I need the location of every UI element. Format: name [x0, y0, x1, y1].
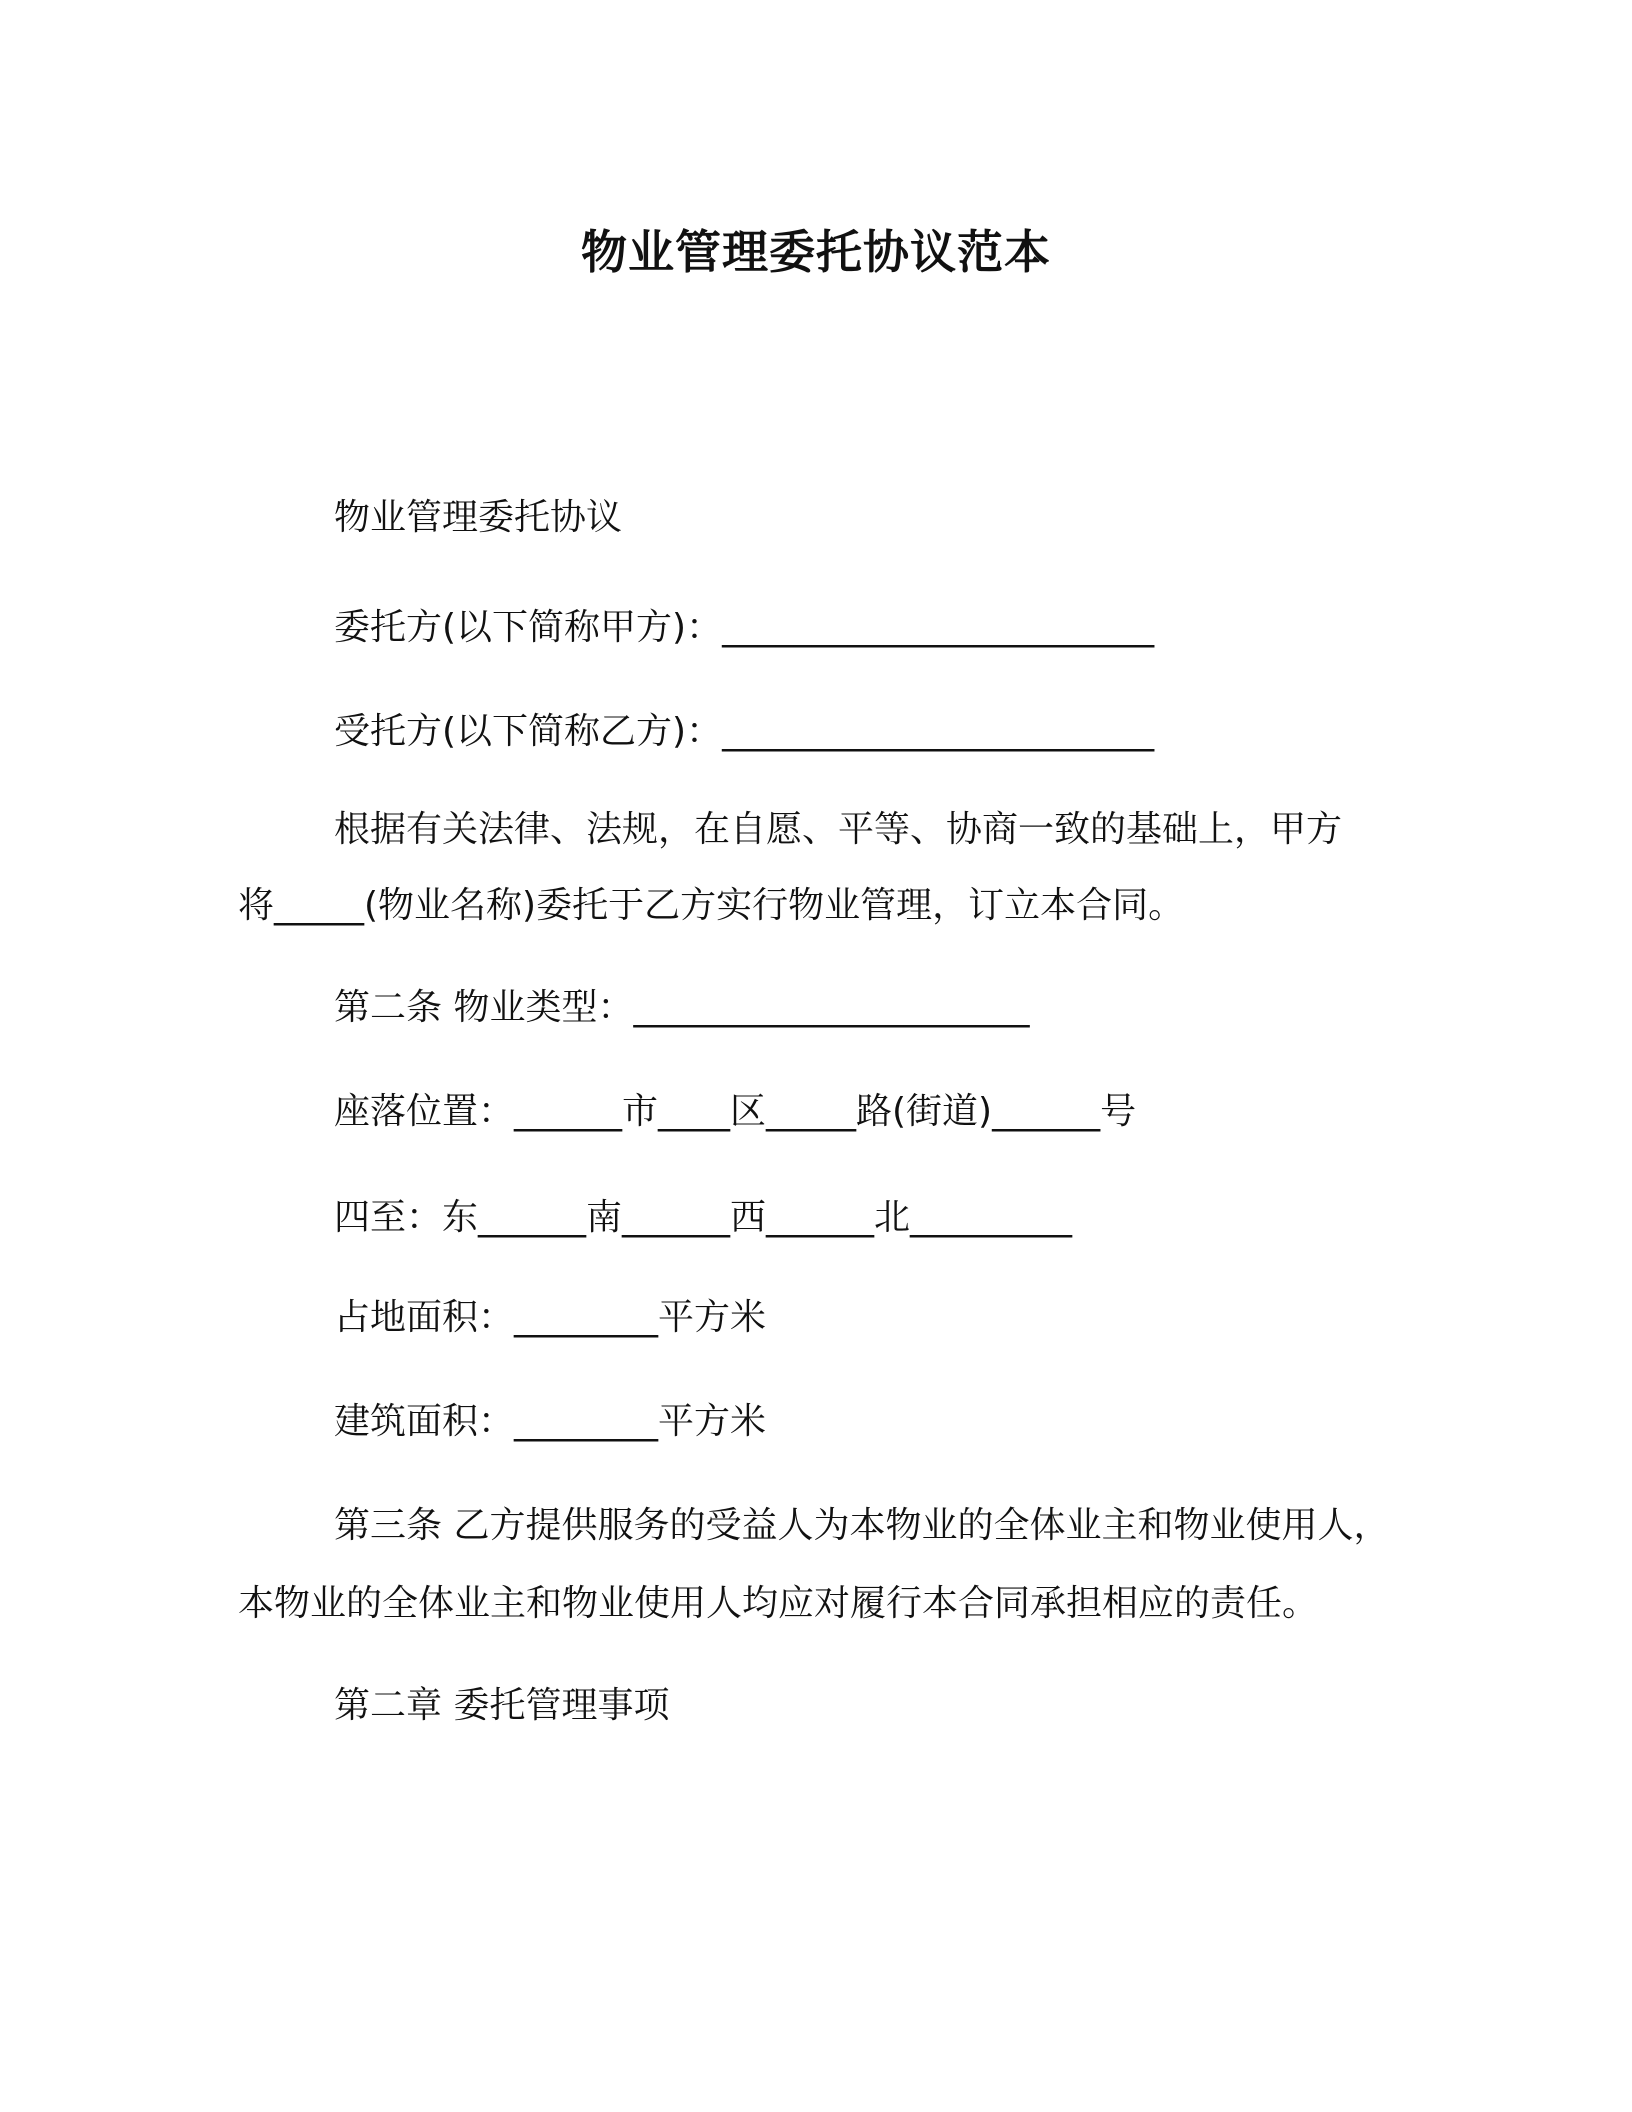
chapter-2-heading: 第二章 委托管理事项 [334, 1685, 670, 1726]
article-2-property-type: 第二条 物业类型：______________________ [334, 987, 1030, 1028]
agreement-subtitle: 物业管理委托协议 [334, 497, 623, 538]
party-a-line: 委托方(以下简称甲方)：________________________ [334, 607, 1155, 648]
article-3-line-2: 本物业的全体业主和物业使用人均应对履行本合同承担相应的责任。 [238, 1583, 1319, 1624]
party-b-line: 受托方(以下简称乙方)：________________________ [334, 711, 1155, 752]
document-title: 物业管理委托协议范本 [581, 225, 1051, 279]
intro-paragraph-line-2: 将_____(物业名称)委托于乙方实行物业管理，订立本合同。 [238, 885, 1185, 926]
boundaries-line: 四至：东______南______西______北_________ [334, 1197, 1073, 1238]
land-area-line: 占地面积：________平方米 [334, 1297, 767, 1338]
location-line: 座落位置：______市____区_____路(街道)______号 [334, 1091, 1137, 1132]
article-3-line-1: 第三条 乙方提供服务的受益人为本物业的全体业主和物业使用人， [334, 1505, 1390, 1546]
intro-paragraph-line-1: 根据有关法律、法规，在自愿、平等、协商一致的基础上，甲方 [334, 809, 1343, 850]
building-area-line: 建筑面积：________平方米 [334, 1401, 767, 1442]
